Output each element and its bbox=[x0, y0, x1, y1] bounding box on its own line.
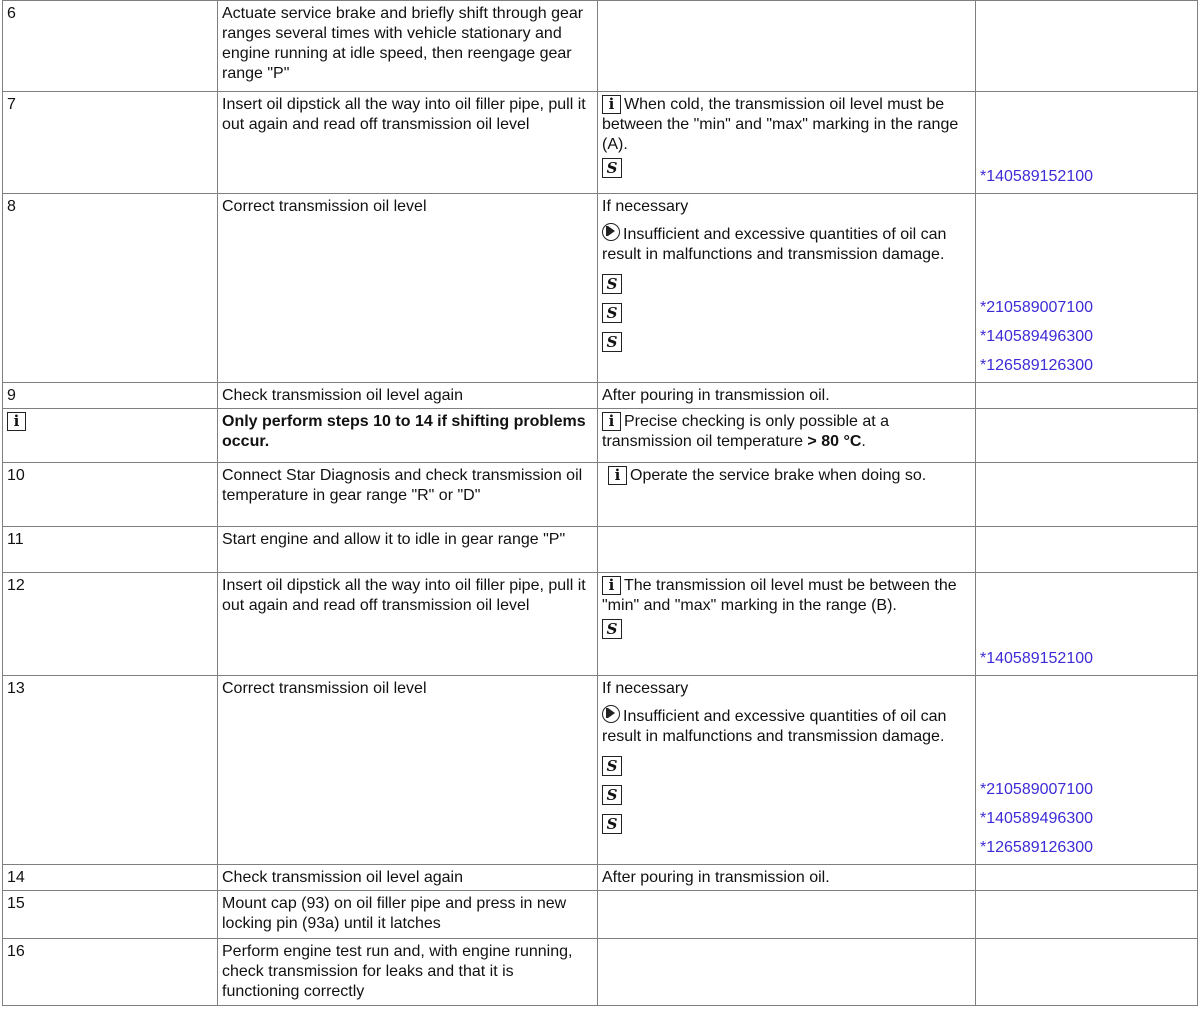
step-note bbox=[598, 573, 976, 676]
part-link[interactable]: *140589152100 bbox=[980, 649, 1094, 667]
step-number: 7 bbox=[3, 92, 218, 194]
info-icon: i bbox=[7, 412, 26, 431]
step-action: Mount cap (93) on oil filler pipe and press in new locking pin (93a) until it latches bbox=[218, 891, 598, 939]
step-links bbox=[976, 891, 1198, 939]
step-number bbox=[3, 409, 218, 463]
note-text: The transmission oil level must be between the "min" and "max" marking in the range (B). bbox=[602, 577, 957, 614]
step-number: 10 bbox=[3, 463, 218, 527]
info-icon: i bbox=[602, 95, 621, 114]
table-row bbox=[3, 92, 1198, 194]
step-number: 11 bbox=[3, 527, 218, 573]
step-number: 14 bbox=[3, 865, 218, 891]
step-number: 15 bbox=[3, 891, 218, 939]
part-link[interactable]: *140589496300 bbox=[980, 809, 1094, 827]
step-action: Check transmission oil level again bbox=[218, 865, 598, 891]
step-note bbox=[598, 527, 976, 573]
table-row bbox=[3, 939, 1198, 1006]
step-note: After pouring in transmission oil. bbox=[598, 865, 976, 891]
step-number: 12 bbox=[3, 573, 218, 676]
info-icon: i bbox=[602, 576, 621, 595]
temperature-value: > 80 °C bbox=[807, 433, 862, 450]
step-number: 16 bbox=[3, 939, 218, 1006]
tool-icon[interactable]: S bbox=[602, 332, 622, 352]
step-action: Correct transmission oil level bbox=[218, 676, 598, 865]
warning-icon bbox=[602, 705, 620, 723]
step-action: Start engine and allow it to idle in gear range "P" bbox=[218, 527, 598, 573]
step-number: 13 bbox=[3, 676, 218, 865]
warning-text: Insufficient and excessive quantities of oil can result in malfunctions and transmission damage. bbox=[602, 226, 947, 263]
note-text: When cold, the transmission oil level must be between the "min" and "max" marking in the range (A). bbox=[602, 96, 959, 153]
table-row bbox=[3, 891, 1198, 939]
table-row bbox=[3, 865, 1198, 891]
warning-text: Insufficient and excessive quantities of oil can result in malfunctions and transmission damage. bbox=[602, 708, 947, 745]
table-row bbox=[3, 527, 1198, 573]
step-note bbox=[598, 891, 976, 939]
step-links bbox=[976, 939, 1198, 1006]
step-action: Actuate service brake and briefly shift through gear ranges several times with vehicle stationary and engine running at idle speed, then reengage gear range "P" bbox=[218, 1, 598, 92]
tool-icon[interactable]: S bbox=[602, 814, 622, 834]
step-note bbox=[598, 92, 976, 194]
step-action: Check transmission oil level again bbox=[218, 383, 598, 409]
table-row bbox=[3, 409, 1198, 463]
step-note bbox=[598, 409, 976, 463]
step-action: Insert oil dipstick all the way into oil filler pipe, pull it out again and read off transmission oil level bbox=[218, 92, 598, 194]
tool-icon[interactable]: S bbox=[602, 274, 622, 294]
tool-icon[interactable]: S bbox=[602, 785, 622, 805]
step-links bbox=[976, 383, 1198, 409]
step-note: After pouring in transmission oil. bbox=[598, 383, 976, 409]
step-note bbox=[598, 463, 976, 527]
step-note bbox=[598, 676, 976, 865]
step-action: Perform engine test run and, with engine running, check transmission for leaks and that it is functioning correctly bbox=[218, 939, 598, 1006]
part-link[interactable]: *126589126300 bbox=[980, 356, 1094, 374]
step-action: Correct transmission oil level bbox=[218, 194, 598, 383]
step-links bbox=[976, 194, 1198, 383]
step-links bbox=[976, 463, 1198, 527]
tool-icon[interactable]: S bbox=[602, 303, 622, 323]
step-action: Insert oil dipstick all the way into oil filler pipe, pull it out again and read off transmission oil level bbox=[218, 573, 598, 676]
step-links bbox=[976, 676, 1198, 865]
table-row bbox=[3, 383, 1198, 409]
step-links bbox=[976, 92, 1198, 194]
procedure-table bbox=[2, 0, 1198, 1006]
tool-icon[interactable]: S bbox=[602, 158, 622, 178]
tool-icon[interactable]: S bbox=[602, 619, 622, 639]
table-row bbox=[3, 194, 1198, 383]
step-links bbox=[976, 573, 1198, 676]
step-links bbox=[976, 409, 1198, 463]
step-note bbox=[598, 939, 976, 1006]
part-link[interactable]: *126589126300 bbox=[980, 838, 1094, 856]
note-text: Operate the service brake when doing so. bbox=[630, 467, 927, 484]
info-icon: i bbox=[602, 412, 621, 431]
warning-icon bbox=[602, 223, 620, 241]
info-icon: i bbox=[608, 466, 627, 485]
step-action: Connect Star Diagnosis and check transmission oil temperature in gear range "R" or "D" bbox=[218, 463, 598, 527]
note-prefix: If necessary bbox=[602, 198, 689, 215]
step-note bbox=[598, 1, 976, 92]
note-text: Precise checking is only possible at a transmission oil temperature bbox=[602, 413, 890, 450]
step-links bbox=[976, 865, 1198, 891]
part-link[interactable]: *140589152100 bbox=[980, 167, 1094, 185]
step-note bbox=[598, 194, 976, 383]
table-row bbox=[3, 463, 1198, 527]
step-links bbox=[976, 1, 1198, 92]
note-end: . bbox=[861, 433, 866, 450]
table-row bbox=[3, 676, 1198, 865]
table-row bbox=[3, 573, 1198, 676]
step-links bbox=[976, 527, 1198, 573]
part-link[interactable]: *210589007100 bbox=[980, 298, 1094, 316]
tool-icon[interactable]: S bbox=[602, 756, 622, 776]
part-link[interactable]: *210589007100 bbox=[980, 780, 1094, 798]
table-row bbox=[3, 1, 1198, 92]
step-number: 9 bbox=[3, 383, 218, 409]
step-number: 6 bbox=[3, 1, 218, 92]
step-action: Only perform steps 10 to 14 if shifting problems occur. bbox=[218, 409, 598, 463]
step-number: 8 bbox=[3, 194, 218, 383]
note-prefix: If necessary bbox=[602, 680, 689, 697]
part-link[interactable]: *140589496300 bbox=[980, 327, 1094, 345]
